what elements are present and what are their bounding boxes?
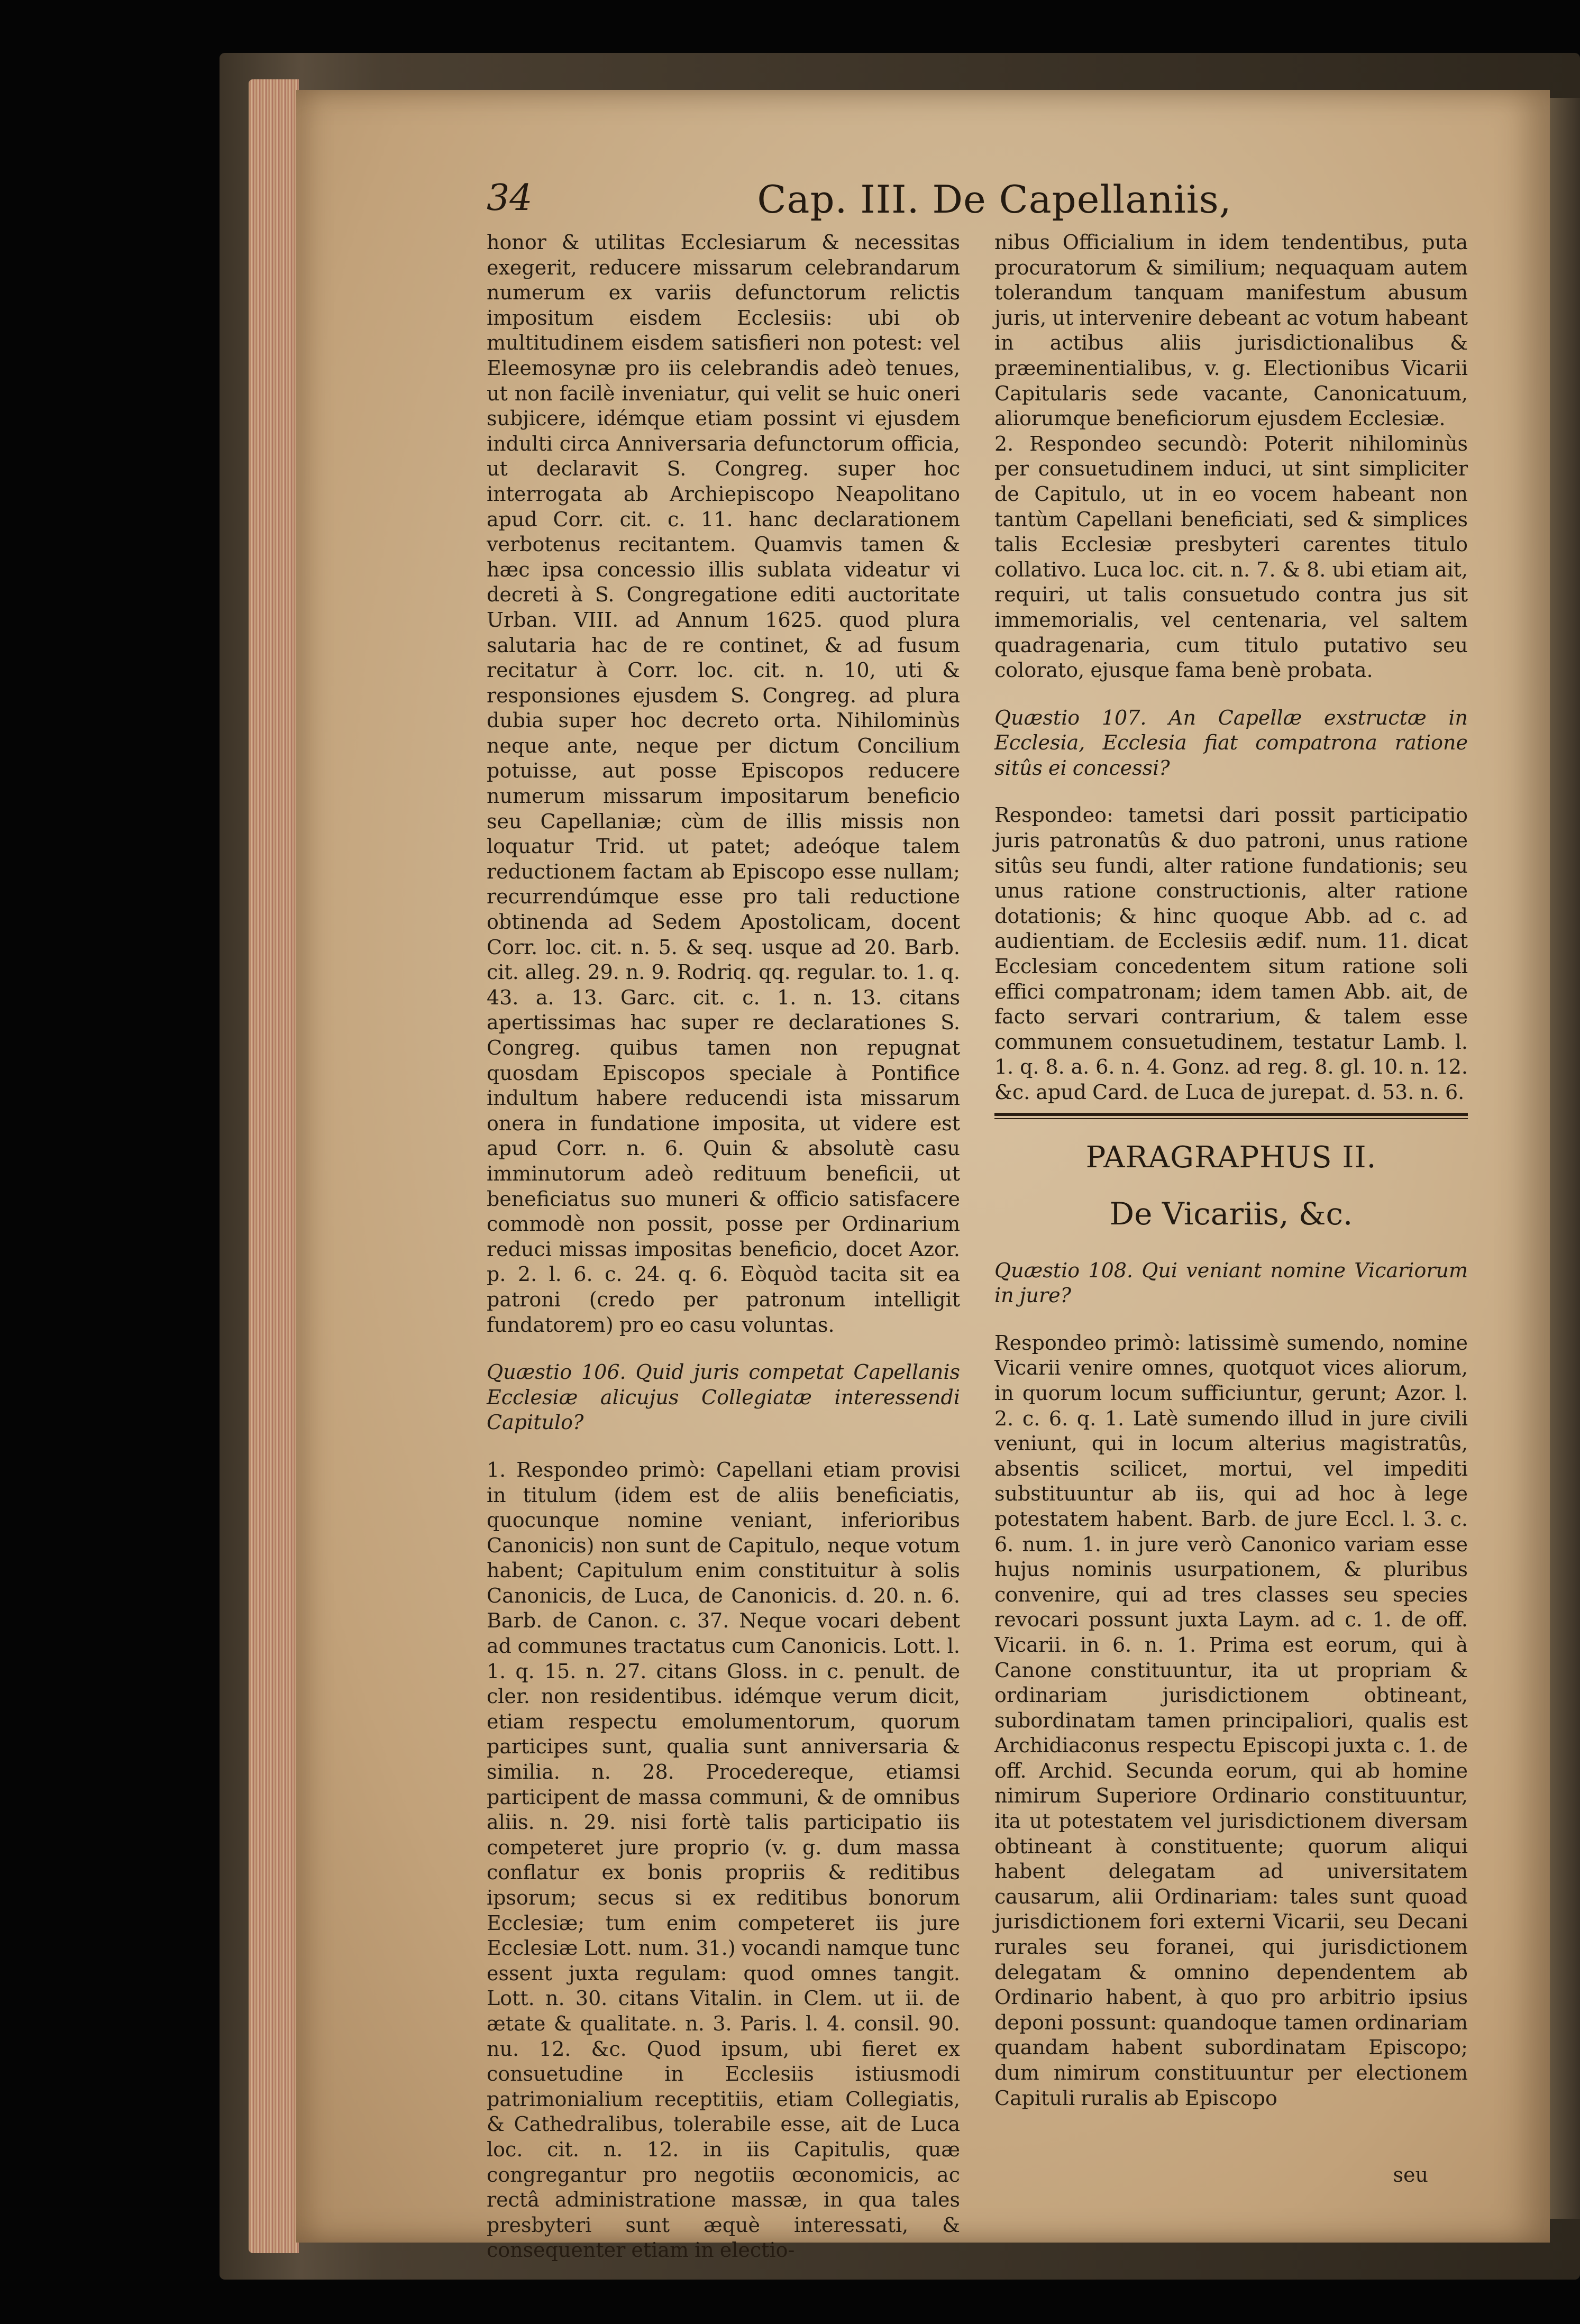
running-title: Cap. III. De Capellaniis, [757, 177, 1232, 222]
question-heading: Quæstio 107. An Capellæ exstructæ in Ecclesia, Ecclesia fiat compatrona ratione sitûs ei concessi? [994, 706, 1468, 780]
text-paragraph: Respondeo: tametsi dari possit participatio juris patronatûs & duo patroni, unus ratione sitûs seu fundi, alter ratione fundationis; seu unus ratione constructionis, alter ratione dotationis; & hinc quoque Abb. ad c. ad audientiam. de Ecclesiis ædif. num. 11. dicat Ecclesiam concedentem situm ratione soli effici compatronam; idem tamen Abb. ait, de facto servari contrarium, & talem esse communem consuetudinem, testatur Lamb. l. 1. q. 8. a. 6. n. 4. Gonz. ad reg. 8. gl. 10. n. 12. &c. apud Card. de Luca de jurepat. d. 53. n. 6. [994, 803, 1468, 1104]
left-column [487, 230, 960, 2263]
catchword: seu [1393, 2163, 1428, 2186]
book-page [296, 90, 1550, 2262]
section-rule [994, 1113, 1468, 1119]
page-edges [249, 79, 299, 2253]
right-column [994, 230, 1468, 2111]
question-heading: Quæstio 106. Quid juris competat Capellanis Ecclesiæ alicujus Collegiatæ interessendi Capitulo? [487, 1360, 960, 1434]
text-paragraph: honor & utilitas Ecclesiarum & necessitas exegerit, reducere missarum celebrandarum numerum ex variis defunctorum relictis impositum eisdem Ecclesiis: ubi ob multitudinem eisdem satisfieri non potest: vel Eleemosynæ pro iis celebrandis adeò tenues, ut non facilè inveniatur, qui velit se huic oneri subjicere, idémque etiam possint vi ejusdem indulti circa Anniversaria defunctorum officia, ut declaravit S. Congreg. super hoc interrogata ab Archiepiscopo Neapolitano apud Corr. cit. c. 11. hanc declarationem verbotenus recitantem. Quamvis tamen & hæc ipsa concessio illis sublata videatur vi decreti à S. Congregatione editi auctoritate Urban. VIII. ad Annum 1625. quod plura salutaria hac de re continet, & ad fusum recitatur à Corr. loc. cit. n. 10, uti & responsiones ejusdem S. Congreg. ad plura dubia super hoc decreto orta. Nihilominùs neque ante, neque per dictum Concilium potuisse, aut posse Episcopos reducere numerum missarum impositarum beneficio seu Capellaniæ; cùm de illis missis non loquatur Trid. ut patet; adeóque talem reductionem factam ab Episcopo esse nullam; recurrendúmque esse pro tali reductione obtinenda ad Sedem Apostolicam, docent Corr. loc. cit. n. 5. & seq. usque ad 20. Barb. cit. alleg. 29. n. 9. Rodriq. qq. regular. to. 1. q. 43. a. 13. Garc. cit. c. 1. n. 13. citans apertissimas hac super re declarationes S. Congreg. quibus tamen non repugnat quosdam Episcopos speciale à Pontifice indultum habere reducendi ista missarum onera in fundatione imposita, ut videre est apud Corr. n. 6. Quin & absolutè casu imminutorum adeò redituum beneficii, ut beneficiatus suo muneri & officio satisfacere commodè non possit, posse per Ordinarium reduci missas impositas beneficio, docet Azor. p. 2. l. 6. c. 24. q. 6. Eòquòd tacita sit ea patroni (credo per patronum intelligit fundatorem) pro eo casu voluntas. [487, 231, 960, 1337]
page-number: 34 [487, 177, 533, 219]
running-head [487, 177, 1502, 235]
section-heading: PARAGRAPHUS II. [1085, 1140, 1377, 1175]
section-subheading: De Vicariis, &c. [1109, 1195, 1353, 1232]
text-paragraph: nibus Officialium in idem tendentibus, puta procuratorum & similium; nequaquam autem tolerandum tanquam manifestum abusum juris, ut intervenire debeant ac votum habeant in actibus aliis jurisdictionalibus & præeminentialibus, v. g. Electionibus Vicarii Capitularis sede vacante, Canonicatuum, aliorumque beneficiorum ejusdem Ecclesiæ. [994, 231, 1468, 431]
text-paragraph: 2. Respondeo secundò: Poterit nihilominùs per consuetudinem induci, ut sint simpliciter de Capitulo, ut in eo vocem habeant non tantùm Capellani beneficiati, sed & simplices talis Ecclesiæ presbyteri carentes titulo collativo. Luca loc. cit. n. 7. & 8. ubi etiam ait, requiri, ut talis consuetudo contra jus sit immemorialis, vel centenaria, vel saltem quadragenaria, cum titulo putativo seu colorato, ejusque fama benè probata. [994, 432, 1468, 682]
text-paragraph: 1. Respondeo primò: Capellani etiam provisi in titulum (idem est de aliis beneficiatis, quocunque nomine veniant, inferioribus Canonicis) non sunt de Capitulo, neque votum habent; Capitulum enim constituitur à solis Canonicis, de Luca, de Canonicis. d. 20. n. 6. Barb. de Canon. c. 37. Neque vocari debent ad communes tractatus cum Canonicis. Lott. l. 1. q. 15. n. 27. citans Gloss. in c. penult. de cler. non residentibus. idémque verum dicit, etiam respectu emolumentorum, quorum participes sunt, qualia sunt anniversaria & similia. n. 28. Procedereque, etiamsi participent de massa communi, & de omnibus aliis. n. 29. nisi fortè talis participatio iis competeret jure proprio (v. g. dum massa conflatur ex bonis propriis & reditibus ipsorum; secus si ex reditibus bonorum Ecclesiæ; tum enim competeret iis jure Ecclesiæ Lott. num. 31.) vocandi namque tunc essent juxta regulam: quod omnes tangit. Lott. n. 30. citans Vitalin. in Clem. ut ii. de ætate & qualitate. n. 3. Paris. l. 4. consil. 90. nu. 12. &c. Quod ipsum, ubi fieret ex consuetudine in Ecclesiis istiusmodi patrimonialium receptitiis, etiam Collegiatis, & Cathedralibus, tolerabile esse, ait de Luca loc. cit. n. 12. in iis Capitulis, quæ congregantur pro negotiis œconomicis, ac rectâ administratione massæ, in qua tales presbyteri sunt æquè interessati, & consequenter etiam in electio- [487, 1458, 960, 2262]
question-heading: Quæstio 108. Qui veniant nomine Vicariorum in jure? [994, 1258, 1468, 1307]
text-paragraph: Respondeo primò: latissimè sumendo, nomine Vicarii venire omnes, quotquot vices aliorum, in quorum locum sufficiuntur, gerunt; Azor. l. 2. c. 6. q. 1. Latè sumendo illud in jure civili veniunt, qui in locum alterius magistratûs, absentis scilicet, mortui, vel impediti substituuntur ab iis, qui ad hoc à lege potestatem habent. Barb. de jure Eccl. l. 3. c. 6. num. 1. in jure verò Canonico variam esse hujus nominis usurpationem, & pluribus convenire, qui ad tres classes seu species revocari possunt juxta Laym. ad c. 1. de off. Vicarii. in 6. n. 1. Prima est eorum, qui à Canone constituuntur, ita ut propriam & ordinariam jurisdictionem obtineant, subordinatam tamen principaliori, qualis est Archidiaconus respectu Episcopi juxta c. 1. de off. Archid. Secunda eorum, qui ab homine nimirum Superiore Ordinario constituuntur, ita ut potestatem vel jurisdictionem diversam obtineant à constituente; quorum aliqui habent delegatam ad universitatem causarum, alii Ordinariam: tales sunt quoad jurisdictionem fori externi Vicarii, seu Decani rurales seu foranei, qui jurisdictionem delegatam & omnino dependentem ab Ordinario habent, à quo pro arbitrio ipsius deponi possunt: quandoque tamen ordinariam quandam habent subordinatam Episcopo; dum nimirum constituuntur per electionem Capituli ruralis ab Episcopo [994, 1331, 1468, 2110]
